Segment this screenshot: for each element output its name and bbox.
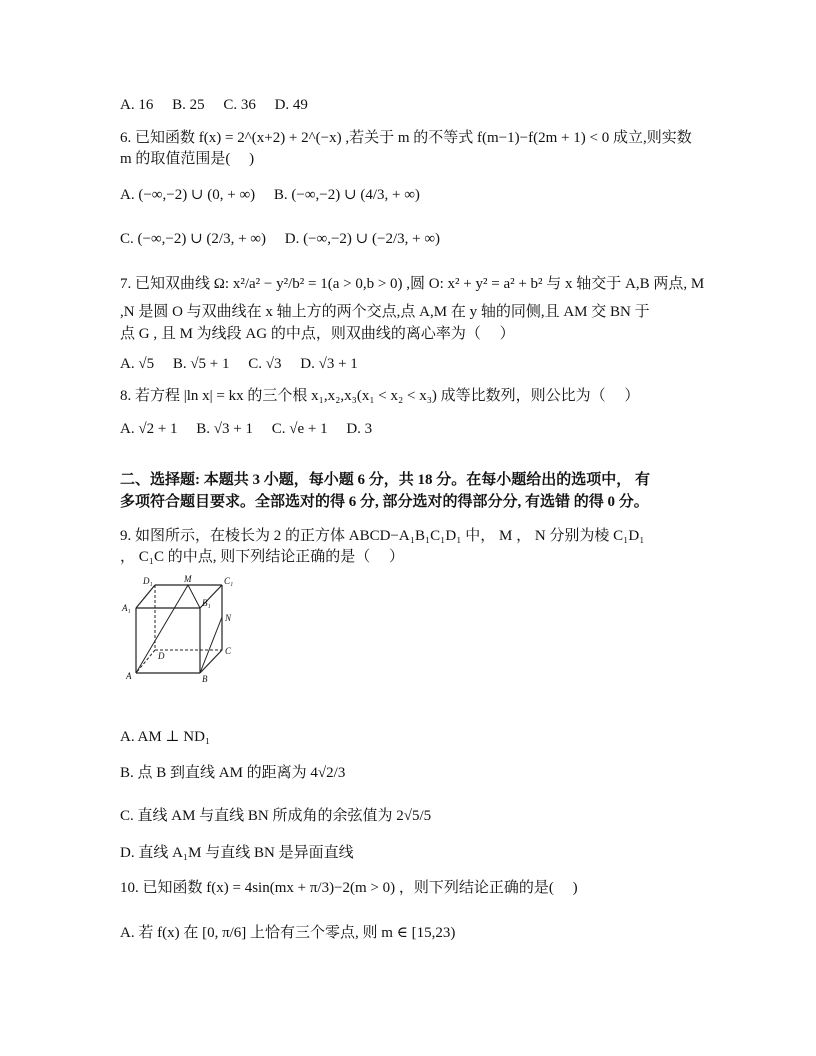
label-n: N	[225, 613, 232, 623]
label-c1: C₁	[224, 576, 234, 586]
q6-options-cd: C. (−∞,−2) ∪ (2/3, + ∞) D. (−∞,−2) ∪ (−2/3, + ∞)	[120, 231, 441, 247]
q9-option-a: A. AM ⊥ ND₁	[120, 729, 211, 745]
q8-stem: 8. 若方程 |ln x| = kx 的三个根 x₁,x₂,x₃(x₁ < x₂ < x₃) 成等比数列，则公比为（ ）	[120, 388, 640, 404]
q9-option-d: D. 直线 A₁M 与直线 BN 是异面直线	[120, 845, 354, 861]
q9-stem-line2: ， C₁C 的中点, 则下列结论正确的是（ ）	[120, 549, 404, 565]
q6-options-ab: A. (−∞,−2) ∪ (0, + ∞) B. (−∞,−2) ∪ (4/3, + ∞)	[120, 187, 420, 203]
q10-stem: 10. 已知函数 f(x) = 4sin(mx + π/3)−2(m > 0) ，则下列结论正确的是( )	[120, 880, 578, 896]
q7-stem-line1: 7. 已知双曲线 Ω: x²/a² − y²/b² = 1(a > 0,b > 0) ,圆 O: x² + y² = a² + b² 与 x 轴交于 A,B 两点, M	[120, 276, 705, 292]
q10-option-a: A. 若 f(x) 在 [0, π/6] 上恰有三个零点, 则 m ∈ [15,23)	[120, 925, 456, 941]
label-a1: A₁	[122, 603, 131, 613]
label-d: D	[158, 651, 165, 661]
label-b: B	[202, 674, 208, 684]
q9-stem-line1: 9. 如图所示，在棱长为 2 的正方体 ABCD−A₁B₁C₁D₁ 中， M ， N 分别为棱 C₁D₁	[120, 528, 645, 544]
section2-heading-line1: 二、选择题: 本题共 3 小题，每小题 6 分，共 18 分。在每小题给出的选项中， 有	[120, 472, 650, 488]
q9-option-c: C. 直线 AM 与直线 BN 所成角的余弦值为 2√5/5	[120, 808, 432, 824]
label-a: A	[126, 671, 132, 681]
cube-figure	[118, 573, 248, 689]
q5-options: A. 16 B. 25 C. 36 D. 49	[120, 97, 308, 113]
q6-stem-line1: 6. 已知函数 f(x) = 2^(x+2) + 2^(−x) ,若关于 m 的不等式 f(m−1)−f(2m + 1) < 0 成立,则实数	[120, 130, 692, 146]
q9-option-b: B. 点 B 到直线 AM 的距离为 4√2/3	[120, 765, 346, 781]
label-b1: B₁	[202, 598, 211, 608]
q6-stem-line2: m 的取值范围是( )	[120, 151, 255, 167]
section2-heading-line2: 多项符合题目要求。全部选对的得 6 分, 部分选对的得部分分, 有选错 的得 0 分。	[120, 494, 649, 510]
q7-stem-line3: 点 G , 且 M 为线段 AG 的中点，则双曲线的离心率为（ ）	[120, 326, 515, 342]
q7-options: A. √5 B. √5 + 1 C. √3 D. √3 + 1	[120, 356, 358, 372]
q8-options: A. √2 + 1 B. √3 + 1 C. √e + 1 D. 3	[120, 421, 373, 437]
label-d1: D₁	[143, 576, 153, 586]
label-m: M	[184, 574, 192, 584]
label-c: C	[225, 646, 232, 656]
q7-stem-line2: ,N 是圆 O 与双曲线在 x 轴上方的两个交点,点 A,M 在 y 轴的同侧,且 AM 交 BN 于	[120, 304, 650, 320]
